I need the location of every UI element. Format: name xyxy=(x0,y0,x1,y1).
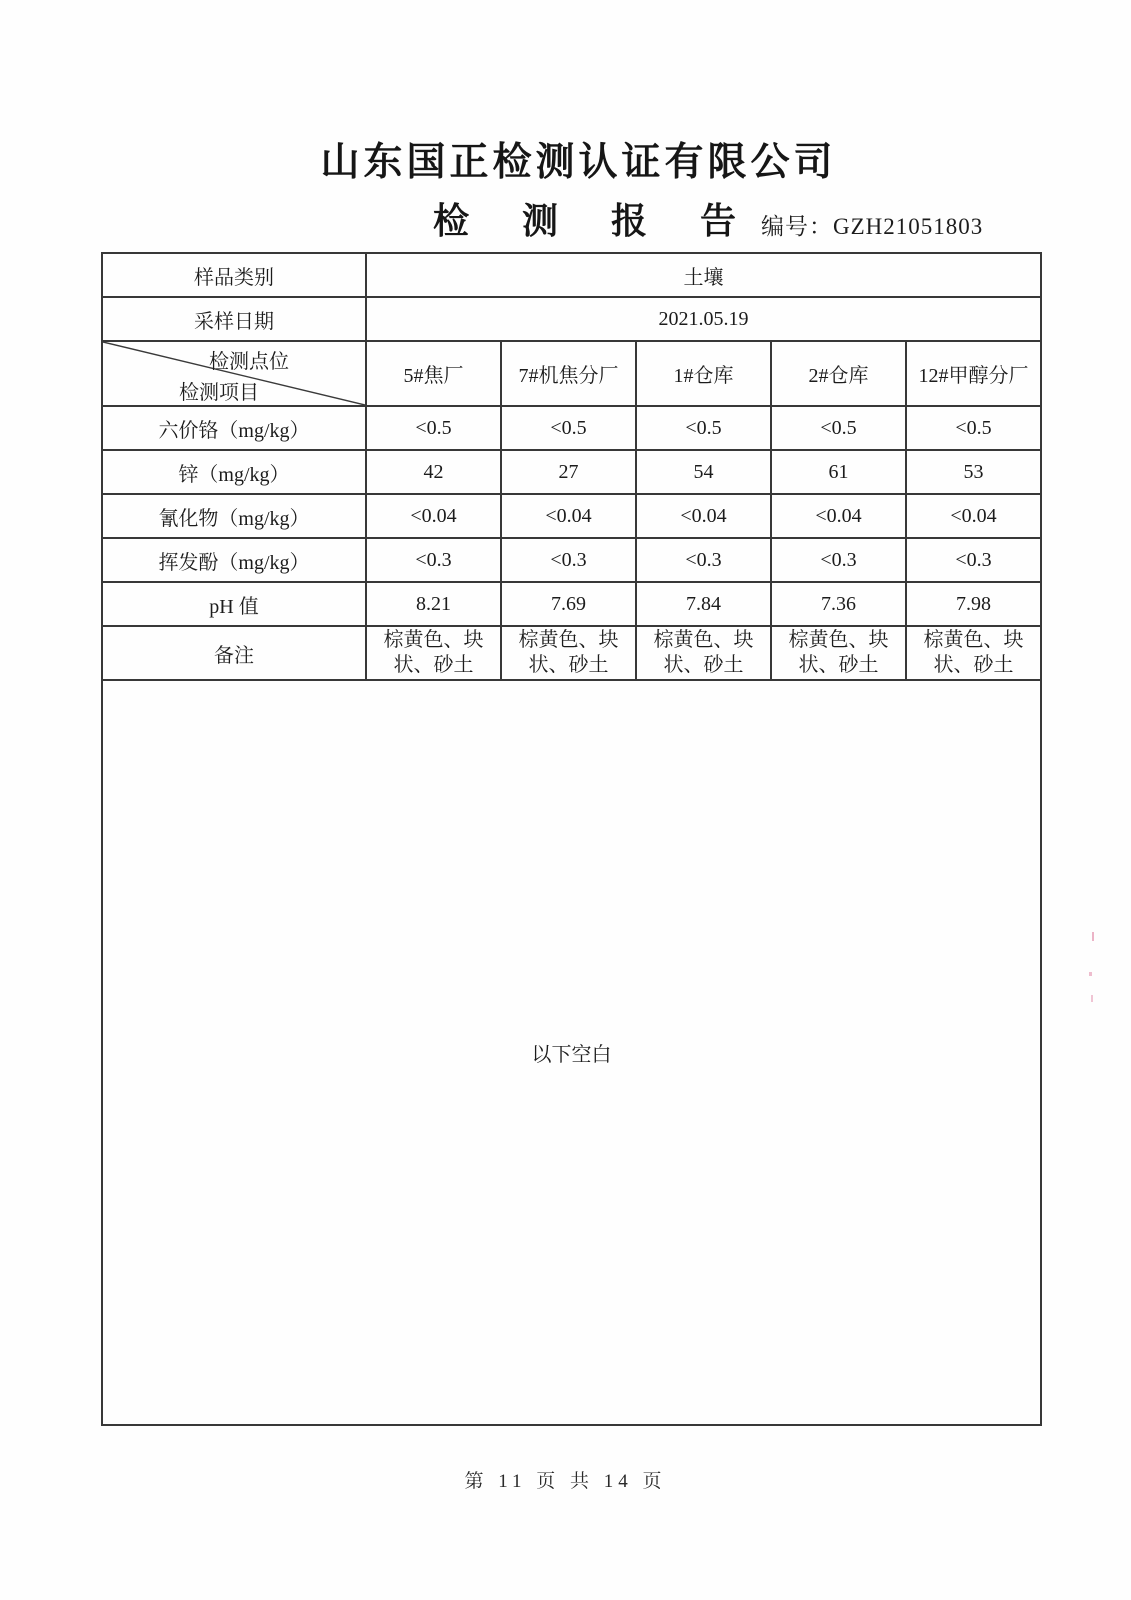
report-table xyxy=(101,252,1042,1426)
table-row-phenol xyxy=(102,538,1041,582)
row-value: <0.5 xyxy=(771,406,906,450)
report-number xyxy=(761,208,983,241)
row-value: <0.3 xyxy=(366,538,501,582)
sample-type-value: 土壤 xyxy=(366,253,1041,297)
row-label: 备注 xyxy=(102,626,366,680)
row-label: 锌（mg/kg） xyxy=(102,450,366,494)
table-row-chromium xyxy=(102,406,1041,450)
corner-label-top: 检测点位 xyxy=(209,351,289,373)
row-value: 棕黄色、块状、砂土 xyxy=(636,626,771,680)
row-label: 挥发酚（mg/kg） xyxy=(102,538,366,582)
blank-note: 以下空白 xyxy=(102,680,1041,1425)
row-value: <0.5 xyxy=(366,406,501,450)
row-value: <0.04 xyxy=(906,494,1041,538)
company-name: 山东国正检测认证有限公司 xyxy=(320,141,837,184)
row-value: 7.36 xyxy=(771,582,906,626)
row-value: <0.04 xyxy=(501,494,636,538)
row-value: <0.3 xyxy=(636,538,771,582)
table-row-remark xyxy=(102,626,1041,680)
row-value: <0.3 xyxy=(906,538,1041,582)
sample-type-label: 样品类别 xyxy=(102,253,366,297)
row-value: 棕黄色、块状、砂土 xyxy=(906,626,1041,680)
row-value: 7.69 xyxy=(501,582,636,626)
row-value: 棕黄色、块状、砂土 xyxy=(366,626,501,680)
row-value: <0.04 xyxy=(636,494,771,538)
row-value: 54 xyxy=(636,450,771,494)
site-column-header: 5#焦厂 xyxy=(366,341,501,406)
row-value: <0.04 xyxy=(771,494,906,538)
report-number-label: 编号： xyxy=(761,214,833,239)
sample-date-label: 采样日期 xyxy=(102,297,366,341)
corner-label-bottom: 检测项目 xyxy=(179,382,259,404)
row-value: <0.3 xyxy=(771,538,906,582)
row-label: 六价铬（mg/kg） xyxy=(102,406,366,450)
row-value: 7.84 xyxy=(636,582,771,626)
site-column-header: 12#甲醇分厂 xyxy=(906,341,1041,406)
site-column-header: 1#仓库 xyxy=(636,341,771,406)
blank-row xyxy=(102,680,1041,1425)
row-value: 61 xyxy=(771,450,906,494)
row-value: <0.04 xyxy=(366,494,501,538)
row-value: 42 xyxy=(366,450,501,494)
scan-artifact xyxy=(1091,995,1093,1002)
page-footer: 第 11 页 共 14 页 xyxy=(464,1471,667,1492)
table-row-cyanide xyxy=(102,494,1041,538)
table-row-zinc xyxy=(102,450,1041,494)
row-value: 棕黄色、块状、砂土 xyxy=(501,626,636,680)
row-value: <0.5 xyxy=(501,406,636,450)
site-column-header: 7#机焦分厂 xyxy=(501,341,636,406)
row-value: <0.5 xyxy=(906,406,1041,450)
report-number-value: GZH21051803 xyxy=(833,214,984,239)
scan-artifact xyxy=(1089,972,1092,976)
corner-cell xyxy=(102,341,366,406)
site-header-row xyxy=(102,341,1041,406)
row-label: 氰化物（mg/kg） xyxy=(102,494,366,538)
row-label: pH 值 xyxy=(102,582,366,626)
row-value: 53 xyxy=(906,450,1041,494)
scan-artifact xyxy=(1092,932,1094,941)
sample-date-row xyxy=(102,297,1041,341)
row-value: 8.21 xyxy=(366,582,501,626)
row-value: <0.3 xyxy=(501,538,636,582)
table-row-ph xyxy=(102,582,1041,626)
sample-type-row xyxy=(102,253,1041,297)
site-column-header: 2#仓库 xyxy=(771,341,906,406)
sample-date-value: 2021.05.19 xyxy=(366,297,1041,341)
row-value: 棕黄色、块状、砂土 xyxy=(771,626,906,680)
row-value: 7.98 xyxy=(906,582,1041,626)
report-title: 检 测 报 告 xyxy=(432,201,758,241)
row-value: <0.5 xyxy=(636,406,771,450)
row-value: 27 xyxy=(501,450,636,494)
